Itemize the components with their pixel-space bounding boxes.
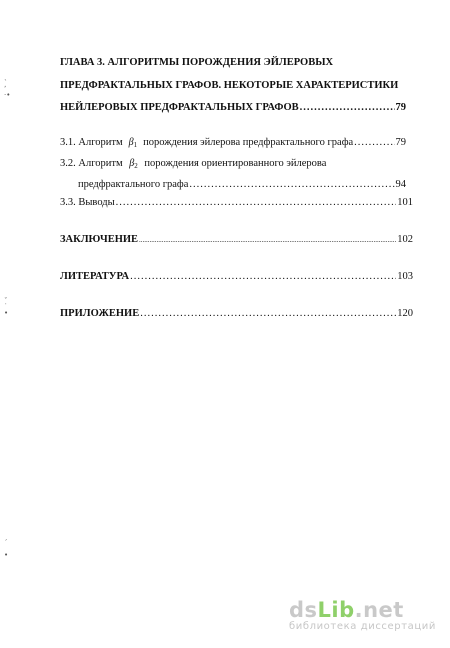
page-number: 101 bbox=[397, 197, 413, 208]
toc-entry-literature[interactable] bbox=[60, 270, 413, 283]
leader-dots bbox=[354, 136, 394, 149]
conclusion-text: ЗАКЛЮЧЕНИЕ bbox=[60, 234, 139, 245]
page-number: 102 bbox=[397, 234, 413, 245]
section33-text: 3.3. Выводы bbox=[60, 197, 115, 208]
section31-text: порождения эйлерова предфрактального графа bbox=[143, 137, 354, 148]
dslib-watermark bbox=[289, 598, 436, 632]
section32-text: порождения ориентированного эйлерова bbox=[144, 158, 327, 169]
section31-prefix: 3.1. Алгоритм bbox=[60, 137, 123, 148]
page-number: 103 bbox=[397, 271, 413, 282]
section32-line2: предфрактального графа bbox=[78, 179, 189, 190]
toc-entry-3-2-line2[interactable] bbox=[78, 178, 406, 191]
leader-dots bbox=[189, 178, 394, 191]
beta2-symbol: $\beta_2$ bbox=[129, 158, 138, 170]
toc-entry-appendix[interactable] bbox=[60, 307, 413, 320]
page-number: 94 bbox=[395, 179, 406, 190]
toc-entry-3-2-line1[interactable] bbox=[60, 157, 326, 173]
toc-entry-chapter3[interactable] bbox=[60, 101, 406, 114]
leader-dots bbox=[300, 101, 395, 114]
chapter3-line3: НЕЙЛЕРОВЫХ ПРЕДФРАКТАЛЬНЫХ ГРАФОВ bbox=[60, 102, 299, 113]
beta1-symbol: $\beta_1$ bbox=[128, 137, 138, 149]
toc-entry-3-1[interactable] bbox=[60, 136, 406, 152]
leader-dots bbox=[116, 196, 397, 209]
watermark-logo: dsLib.net bbox=[288, 598, 404, 622]
literature-text: ЛИТЕРАТУРА bbox=[60, 271, 130, 282]
leader-dots bbox=[130, 270, 396, 283]
appendix-text: ПРИЛОЖЕНИЕ bbox=[60, 308, 140, 319]
margin-mark: ˊ • bbox=[4, 539, 9, 559]
page-number: 79 bbox=[395, 137, 406, 148]
leader-dots bbox=[139, 234, 396, 247]
margin-mark: ˇ ˙ • bbox=[4, 297, 9, 317]
section32-prefix: 3.2. Алгоритм bbox=[60, 158, 123, 169]
toc-entry-3-3[interactable] bbox=[60, 196, 413, 209]
page-number: 120 bbox=[397, 308, 413, 319]
page-number: 79 bbox=[395, 102, 406, 113]
watermark-subtitle: библиотека диссертаций bbox=[288, 621, 436, 632]
toc-entry-conclusion[interactable] bbox=[60, 233, 413, 247]
margin-mark: ˋ ʼ ·• bbox=[4, 79, 11, 99]
chapter3-line1: ГЛАВА 3. АЛГОРИТМЫ ПОРОЖДЕНИЯ ЭЙЛЕРОВЫХ bbox=[60, 57, 334, 68]
chapter3-line2: ПРЕДФРАКТАЛЬНЫХ ГРАФОВ. НЕКОТОРЫЕ ХАРАКТЕРИСТИКИ bbox=[60, 80, 399, 91]
leader-dots bbox=[140, 307, 396, 320]
